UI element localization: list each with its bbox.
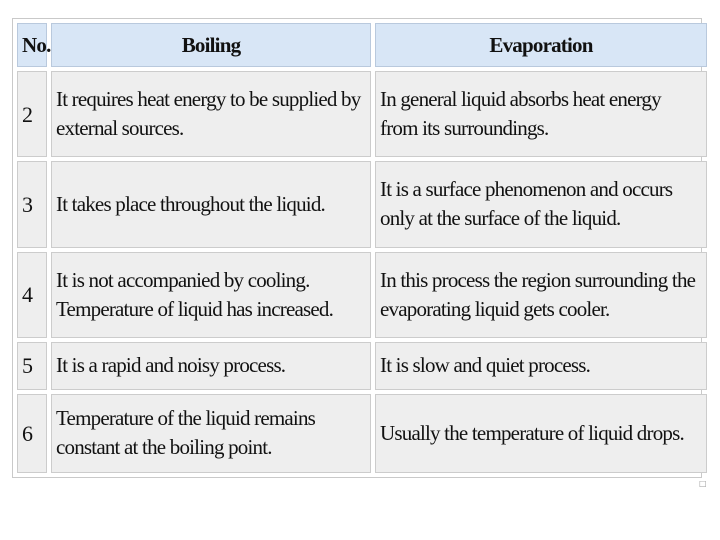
row-number: 6 bbox=[17, 394, 47, 473]
header-evaporation: Evaporation bbox=[375, 23, 707, 67]
header-no: No. bbox=[17, 23, 47, 67]
boiling-cell: It requires heat energy to be supplied by external sources. bbox=[51, 71, 371, 157]
boiling-vs-evaporation-table bbox=[13, 19, 711, 477]
evaporation-cell: It is slow and quiet process. bbox=[375, 342, 707, 390]
boiling-cell: Temperature of the liquid remains constant at the boiling point. bbox=[51, 394, 371, 473]
page-marker-glyph: □ bbox=[699, 479, 707, 488]
table-row bbox=[17, 342, 707, 390]
table-header-row bbox=[17, 23, 707, 67]
row-number: 5 bbox=[17, 342, 47, 390]
table-row bbox=[17, 71, 707, 157]
evaporation-cell: Usually the temperature of liquid drops. bbox=[375, 394, 707, 473]
table-row bbox=[17, 252, 707, 338]
evaporation-cell: In this process the region surrounding the evaporating liquid gets cooler. bbox=[375, 252, 707, 338]
boiling-cell: It is a rapid and noisy process. bbox=[51, 342, 371, 390]
comparison-table-frame bbox=[12, 18, 702, 478]
evaporation-cell: In general liquid absorbs heat energy from its surroundings. bbox=[375, 71, 707, 157]
row-number: 2 bbox=[17, 71, 47, 157]
header-boiling: Boiling bbox=[51, 23, 371, 67]
boiling-cell: It takes place throughout the liquid. bbox=[51, 161, 371, 247]
table-row bbox=[17, 394, 707, 473]
evaporation-cell: It is a surface phenomenon and occurs only at the surface of the liquid. bbox=[375, 161, 707, 247]
row-number: 3 bbox=[17, 161, 47, 247]
boiling-cell: It is not accompanied by cooling. Temperature of liquid has increased. bbox=[51, 252, 371, 338]
row-number: 4 bbox=[17, 252, 47, 338]
table-row bbox=[17, 161, 707, 247]
